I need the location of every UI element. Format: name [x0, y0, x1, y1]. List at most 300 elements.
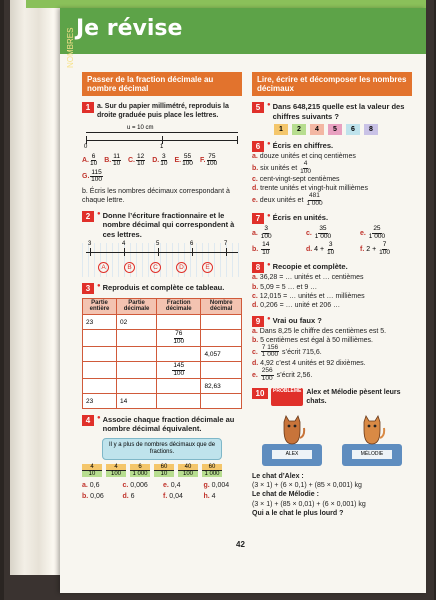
- item-label: b.: [82, 493, 89, 501]
- ruler-line: [86, 252, 238, 253]
- exercise-5-title: [252, 102, 412, 121]
- fraction: [112, 154, 121, 168]
- table-cell: [83, 379, 117, 394]
- table-row: [83, 315, 242, 330]
- cat-melodie-formula: (3 × 1) + (85 × 0,01) + (6 × 0,001) kg: [252, 500, 366, 508]
- numerator: 60: [202, 464, 222, 471]
- number-line-2: [82, 240, 242, 277]
- item-label: d.: [306, 245, 315, 253]
- list-item: [360, 226, 412, 240]
- right-column: [252, 72, 412, 518]
- tick-label: 4: [122, 240, 126, 247]
- numerator: 35: [319, 225, 327, 233]
- item-label: A.: [82, 157, 89, 165]
- table-cell: 4,057: [201, 347, 242, 362]
- cat-scales: [252, 414, 412, 466]
- item-label: d.: [122, 493, 129, 501]
- item-text: deux unités et: [259, 197, 306, 205]
- item-text: 4,92 c’est 4 unités et 92 dixièmes.: [260, 359, 366, 367]
- list-item: [252, 193, 412, 207]
- list-item: [360, 242, 412, 256]
- item-label: c.: [306, 229, 314, 237]
- circled-letter: A: [98, 262, 109, 273]
- denominator: 100: [178, 471, 198, 477]
- exercise-9-items: [252, 327, 412, 382]
- fraction-card: [154, 464, 174, 477]
- numerator: 481: [309, 192, 320, 200]
- ruler-tick: [124, 248, 125, 256]
- item-text: Dans 8,25 le chiffre des centièmes est 5.: [259, 327, 387, 335]
- tick-label: 0: [84, 143, 88, 150]
- cat-question: Qui a le chat le plus lourd ?: [252, 509, 344, 517]
- fraction: [160, 154, 167, 168]
- exercise-7-intro: Écris en unités.: [272, 213, 329, 223]
- numerator: 3: [264, 225, 269, 233]
- tick-label: 5: [156, 240, 160, 247]
- table-cell: [157, 379, 201, 394]
- exercise-number: 1: [82, 102, 94, 113]
- denominator: 100: [379, 248, 390, 256]
- numerator: 7 156: [261, 343, 279, 351]
- item-label: c.: [252, 292, 260, 300]
- exercise-2-title: [82, 211, 242, 239]
- ruler-tick: [192, 248, 193, 256]
- tick-label: 1: [160, 143, 164, 150]
- side-label: NOMBRES: [66, 27, 75, 68]
- numerator: 12: [136, 152, 145, 160]
- digit-block: 2: [292, 124, 306, 135]
- denominator: 100: [300, 167, 311, 175]
- exercise-10-intro: Alex et Mélodie pèsent leurs chats.: [306, 389, 401, 406]
- item-label: B.: [104, 157, 112, 165]
- numerator: 76: [175, 330, 183, 338]
- digit-block: 1: [274, 124, 288, 135]
- answer-value: 0,004: [209, 482, 230, 490]
- answer-value: 0,04: [167, 493, 183, 501]
- exercise-number: 4: [82, 415, 94, 426]
- table-cell: 82,63: [201, 379, 242, 394]
- item-label: a.: [252, 153, 260, 161]
- exercise-4-title: [82, 415, 242, 434]
- answer-value: 0,4: [168, 482, 181, 490]
- page-number: 42: [236, 540, 245, 549]
- digit-block: 4: [310, 124, 324, 135]
- numerator: 6: [91, 152, 96, 160]
- list-item: [252, 301, 412, 310]
- cat-alex-block: [252, 472, 412, 517]
- ruler-tick: [86, 136, 87, 144]
- page-header: [60, 8, 426, 54]
- item-label: D.: [152, 157, 160, 165]
- scale-display: MÉLODIE: [352, 450, 392, 459]
- fraction: [182, 154, 193, 168]
- cat-melodie-label: Le chat de Mélodie :: [252, 491, 319, 499]
- table-cell: [117, 379, 157, 394]
- item-label: E.: [174, 157, 182, 165]
- answer-item: [82, 492, 121, 501]
- exercise-1-intro: a. Sur du papier millimétré, reproduis la droite graduée puis place les lettres.: [97, 103, 229, 120]
- answer-value: 4: [209, 493, 216, 501]
- item-text: trente unités et vingt-huit millièmes: [260, 185, 368, 193]
- exercise-6-items: [252, 152, 412, 207]
- table-header: Fraction décimale: [157, 298, 201, 314]
- item-label: b.: [252, 165, 261, 173]
- cat-icon: [358, 414, 386, 446]
- table-body: [83, 315, 242, 409]
- difficulty-icon: ●: [267, 213, 271, 220]
- difficulty-icon: ●: [267, 315, 271, 322]
- item-text: douze unités et cinq centièmes: [259, 153, 356, 161]
- item-label: e.: [163, 482, 169, 490]
- table-row: [83, 362, 242, 379]
- fraction: [261, 345, 279, 359]
- exercise-4-fractions: [82, 464, 242, 477]
- numerator: 3: [162, 152, 166, 160]
- exercise-2-intro: Donne l’écriture fractionnaire et le nombre décimal qui correspondent à ces lettres.: [102, 210, 235, 239]
- denominator: 1 000: [314, 232, 332, 240]
- fraction: [327, 242, 334, 256]
- fraction: [206, 154, 217, 168]
- exercise-6-title: [252, 141, 412, 152]
- table-cell: [201, 362, 242, 379]
- exercise-1-part-b: b. Écris les nombres décimaux correspondant à chaque lettre.: [82, 187, 230, 204]
- list-item: [306, 242, 358, 256]
- denominator: 10: [262, 248, 270, 256]
- exercise-3-table: [82, 298, 242, 409]
- table-cell: [201, 315, 242, 330]
- numerator: 25: [373, 225, 381, 233]
- table-cell: [201, 330, 242, 347]
- fraction: [315, 226, 331, 240]
- table-row: [83, 379, 242, 394]
- denominator: 1 000: [368, 232, 386, 240]
- numerator: 40: [178, 464, 198, 471]
- difficulty-icon: ●: [97, 210, 101, 217]
- table-row: [83, 347, 242, 362]
- table-cell: [157, 362, 201, 379]
- difficulty-icon: ●: [97, 282, 101, 289]
- exercise-1-title: [82, 102, 242, 120]
- hint-box: Il y a plus de nombres décimaux que de fractions.: [102, 438, 222, 460]
- page-title: Je révise: [76, 16, 183, 41]
- item-text: six unités et: [260, 165, 300, 173]
- item-text: 5,09 = 5 … et 9 …: [260, 283, 318, 291]
- exercise-number: 9: [252, 316, 264, 327]
- table-cell: [117, 347, 157, 362]
- fraction-card: [82, 464, 102, 477]
- fraction-item: [82, 170, 104, 184]
- item-label: b.: [252, 336, 261, 344]
- item-label: f.: [163, 493, 168, 501]
- exercise-number: 6: [252, 141, 264, 152]
- list-item: [252, 175, 412, 184]
- item-label: c.: [122, 482, 129, 490]
- scale-label: u = 10 cm: [127, 124, 154, 131]
- numerator: 3: [328, 241, 333, 249]
- item-label: c.: [252, 348, 260, 356]
- fraction-card: [202, 464, 222, 477]
- numerator: 145: [173, 362, 185, 370]
- fraction-card: [106, 464, 126, 477]
- fraction-item: [152, 154, 168, 168]
- list-item: [252, 152, 412, 161]
- fraction: [136, 154, 145, 168]
- table-header: Partie entière: [83, 298, 117, 314]
- denominator: 10: [327, 248, 335, 256]
- list-item: [252, 242, 304, 256]
- item-label: h.: [203, 493, 210, 501]
- item-text: s’écrit 2,56.: [274, 371, 313, 379]
- exercise-7-title: [252, 213, 412, 224]
- circled-letter: D: [176, 262, 187, 273]
- table-cell: 02: [117, 315, 157, 330]
- exercise-number: 10: [252, 388, 268, 399]
- exercise-4-answers: [82, 481, 242, 501]
- fraction-card: [178, 464, 198, 477]
- answer-value: 0,006: [128, 482, 148, 490]
- textbook-page: [60, 8, 426, 593]
- exercise-1-fractions: [82, 154, 242, 184]
- denominator: 100: [261, 374, 273, 382]
- denominator: 100: [173, 337, 185, 345]
- numerator: 60: [154, 464, 174, 471]
- denominator: 10: [136, 160, 145, 168]
- right-section-title: Lire, écrire et décomposer les nombres décimaux: [252, 72, 412, 96]
- answer-item: [204, 492, 243, 501]
- numerator: 4: [106, 464, 126, 471]
- table-cell: [201, 394, 242, 409]
- item-label: f.: [360, 245, 367, 253]
- item-label: d.: [252, 185, 261, 193]
- answer-item: [82, 481, 121, 490]
- item-label: d.: [252, 359, 261, 367]
- item-label: b.: [252, 283, 261, 291]
- table-cell: 23: [83, 315, 117, 330]
- exercise-3-title: [82, 283, 242, 294]
- exercise-number: 2: [82, 211, 94, 222]
- fraction: [172, 363, 185, 377]
- cat-alex-label: Le chat d’Alex :: [252, 473, 304, 481]
- item-label: c.: [252, 176, 260, 184]
- exercise-6-intro: Écris en chiffres.: [272, 141, 334, 151]
- fraction: [173, 331, 184, 345]
- exercise-8-items: [252, 273, 412, 309]
- item-label: C.: [127, 157, 135, 165]
- exercise-10-title: [252, 388, 412, 406]
- denominator: 10: [160, 160, 168, 168]
- denominator: 100: [260, 232, 272, 240]
- denominator: 1 000: [130, 471, 150, 477]
- list-item: [252, 292, 412, 301]
- item-text: s’écrit 715,6.: [280, 348, 322, 356]
- answer-value: 6: [128, 493, 135, 501]
- fraction-item: [200, 154, 218, 168]
- left-column: [82, 72, 242, 501]
- list-item: [252, 161, 412, 175]
- exercise-number: 8: [252, 262, 264, 273]
- denominator: 1 000: [261, 351, 279, 359]
- difficulty-icon: ●: [267, 141, 271, 148]
- ruler-tick: [90, 248, 91, 256]
- item-text: 36,28 = … unités et … centièmes: [259, 274, 364, 282]
- table-cell: [83, 330, 117, 347]
- digit-block: 8: [364, 124, 378, 135]
- item-text: 12,015 = … unités et … millièmes: [259, 292, 365, 300]
- answer-item: [163, 481, 202, 490]
- list-item: [252, 345, 412, 359]
- fraction-item: [104, 154, 122, 168]
- item-text: 0,206 = … unité et 206 …: [260, 301, 341, 309]
- fraction-item: [174, 154, 193, 168]
- fraction-card: [130, 464, 150, 477]
- exercise-number: 7: [252, 213, 264, 224]
- denominator: 100: [173, 369, 185, 377]
- ruler-tick: [237, 136, 238, 144]
- numerator: 4: [82, 464, 102, 471]
- table-row: [83, 330, 242, 347]
- table-cell: 23: [83, 394, 117, 409]
- answer-item: [123, 492, 162, 501]
- table-header: Partie décimale: [117, 298, 157, 314]
- exercise-9-title: [252, 316, 412, 327]
- numerator: 75: [208, 152, 216, 160]
- exercise-3-intro: Reproduis et complète ce tableau.: [102, 282, 225, 292]
- numerator: 4: [303, 160, 308, 168]
- scale-arrow: [86, 132, 238, 133]
- denominator: 10: [82, 471, 102, 477]
- item-label: e.: [252, 371, 260, 379]
- denominator: 1 000: [306, 199, 323, 207]
- table-row: [83, 394, 242, 409]
- table-cell: [157, 330, 201, 347]
- fraction: [90, 170, 102, 184]
- item-text: cent-vingt-sept centièmes: [259, 176, 340, 184]
- exercise-5-intro: Dans 648,215 quelle est la valeur des chiffres suivants ?: [272, 102, 405, 121]
- numerator: 115: [91, 168, 102, 176]
- table-cell: [117, 362, 157, 379]
- item-label: b.: [252, 245, 261, 253]
- circled-letter: E: [202, 262, 213, 273]
- table-header: Nombre décimal: [201, 298, 242, 314]
- list-item: [252, 184, 412, 193]
- item-label: G.: [82, 173, 90, 181]
- table-cell: [83, 347, 117, 362]
- denominator: 1 000: [202, 471, 222, 477]
- answer-item: [163, 492, 202, 501]
- answer-value: 0,06: [88, 493, 104, 501]
- digit-block: 6: [346, 124, 360, 135]
- denominator: 10: [154, 471, 174, 477]
- item-label: e.: [360, 229, 368, 237]
- ruler-tick: [162, 136, 163, 144]
- fraction: [379, 242, 390, 256]
- scale-alex: [262, 444, 322, 466]
- list-item: [252, 359, 412, 368]
- numerator: 6: [130, 464, 150, 471]
- table-cell: [157, 347, 201, 362]
- exercise-number: 5: [252, 102, 264, 113]
- item-label: g.: [203, 482, 210, 490]
- exercise-4-intro: Associe chaque fraction décimale au nombre décimal équivalent.: [102, 415, 235, 434]
- list-item: [252, 226, 304, 240]
- difficulty-icon: ●: [267, 262, 271, 269]
- problem-badge: PROBLÈME: [271, 388, 303, 406]
- fraction-item: [82, 154, 98, 168]
- fraction: [261, 368, 274, 382]
- denominator: 100: [182, 160, 193, 168]
- denominator: 10: [112, 160, 121, 168]
- item-label: F.: [199, 157, 206, 165]
- fraction: [261, 226, 272, 240]
- answer-item: [123, 481, 162, 490]
- denominator: 10: [90, 160, 98, 168]
- top-green-bar: [26, 0, 426, 8]
- exercise-number: 3: [82, 283, 94, 294]
- numerator: 11: [113, 152, 120, 160]
- fraction: [90, 154, 97, 168]
- circled-letter: C: [150, 262, 161, 273]
- item-label: d.: [252, 301, 261, 309]
- scale-melodie: [342, 444, 402, 466]
- answer-item: [204, 481, 243, 490]
- scale-display: ALEX: [272, 450, 312, 459]
- list-item: [252, 368, 412, 382]
- list-item: [252, 283, 412, 292]
- cat-icon: [278, 414, 306, 446]
- ruler-tick: [158, 248, 159, 256]
- numerator: 256: [261, 367, 273, 375]
- item-label: a.: [252, 274, 260, 282]
- fraction: [306, 193, 322, 207]
- tick-label: 6: [190, 240, 194, 247]
- item-label: a.: [252, 229, 260, 237]
- exercise-9-intro: Vrai ou faux ?: [272, 315, 322, 325]
- numerator: 55: [183, 152, 192, 160]
- denominator: 100: [206, 160, 218, 168]
- exercise-8-title: [252, 262, 412, 273]
- item-label: a.: [252, 327, 260, 335]
- circled-letter: B: [124, 262, 135, 273]
- list-item: [252, 327, 412, 336]
- tick-label: 7: [224, 240, 228, 247]
- list-item: [252, 273, 412, 282]
- exercise-7-items: [252, 226, 412, 256]
- ruler-tick: [226, 248, 227, 256]
- digit-block: 5: [328, 124, 342, 135]
- difficulty-icon: ●: [97, 415, 101, 422]
- table-cell: 14: [117, 394, 157, 409]
- denominator: 100: [106, 471, 126, 477]
- list-item: [306, 226, 358, 240]
- fraction: [369, 226, 385, 240]
- number-line-1: [82, 125, 242, 151]
- fraction-item: [128, 154, 146, 168]
- difficulty-icon: ●: [267, 102, 271, 109]
- table-cell: [157, 394, 201, 409]
- item-prefix: 4 +: [314, 245, 327, 253]
- exercise-8-intro: Recopie et complète.: [272, 262, 348, 272]
- numerator: 7: [382, 241, 387, 249]
- fraction: [261, 242, 270, 256]
- item-text: 5 centièmes est égal à 50 millièmes.: [260, 336, 374, 344]
- left-section-title: Passer de la fraction décimale au nombre décimal: [82, 72, 242, 96]
- table-cell: [83, 362, 117, 379]
- tick-label: 3: [88, 240, 92, 247]
- cat-alex-formula: (3 × 1) + (6 × 0,1) + (85 × 0,001) kg: [252, 482, 362, 490]
- table-cell: [117, 330, 157, 347]
- table-header-row: [83, 298, 242, 314]
- denominator: 100: [91, 176, 102, 184]
